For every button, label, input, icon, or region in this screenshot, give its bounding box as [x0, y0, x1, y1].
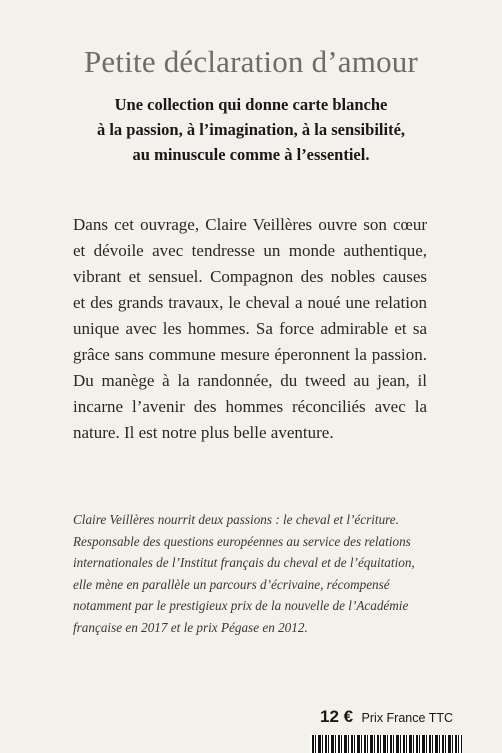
price-tag: [320, 707, 453, 727]
blurb-line: et des grands travaux, le cheval a noué une relation: [73, 293, 427, 312]
barcode: [310, 735, 462, 753]
bio-line: elle mène en parallèle un parcours d’écrivaine, récompensé: [73, 576, 390, 592]
blurb-line: Dans cet ouvrage, Claire Veillères ouvre son cœur: [73, 215, 427, 234]
tagline: [0, 92, 502, 167]
price-amount: 12 €: [320, 707, 354, 726]
bio-line: internationales de l’Institut français du cheval et de l’équitation,: [73, 555, 415, 570]
blurb-line: grâce sans commune mesure éperonnent la passion.: [73, 345, 427, 364]
blurb-line: Du manège à la randonnée, du tweed au jean, il: [73, 371, 427, 390]
bio-line: notamment par le prestigieux prix de la nouvelle de l’Académie: [73, 598, 409, 613]
bio-line: Responsable des questions européennes au service des relations: [73, 533, 411, 549]
blurb-line: et dévoile avec tendresse un monde authentique,: [73, 241, 427, 260]
page-title: Petite déclaration d’amour: [83, 44, 418, 79]
blurb-line: nature. Il est notre plus belle aventure.: [73, 423, 334, 442]
author-bio: [73, 509, 429, 638]
blurb-line: incarne l’avenir des hommes réconciliés avec la: [73, 397, 427, 416]
blurb-line: vibrant et sensuel. Compagnon des nobles causes: [73, 267, 427, 286]
price-label: Prix France TTC: [361, 711, 453, 725]
blurb-line: unique avec les hommes. Sa force admirable et sa: [73, 319, 427, 338]
blurb-paragraph: [73, 212, 427, 446]
bio-line: Claire Veillères nourrit deux passions : le cheval et l’écriture.: [73, 512, 399, 527]
tagline-line: Une collection qui donne carte blanche: [114, 95, 388, 114]
tagline-line: au minuscule comme à l’essentiel.: [132, 145, 370, 164]
tagline-line: à la passion, à l’imagination, à la sensibilité,: [96, 120, 406, 139]
bio-line: française en 2017 et le prix Pégase en 2012.: [73, 619, 308, 635]
